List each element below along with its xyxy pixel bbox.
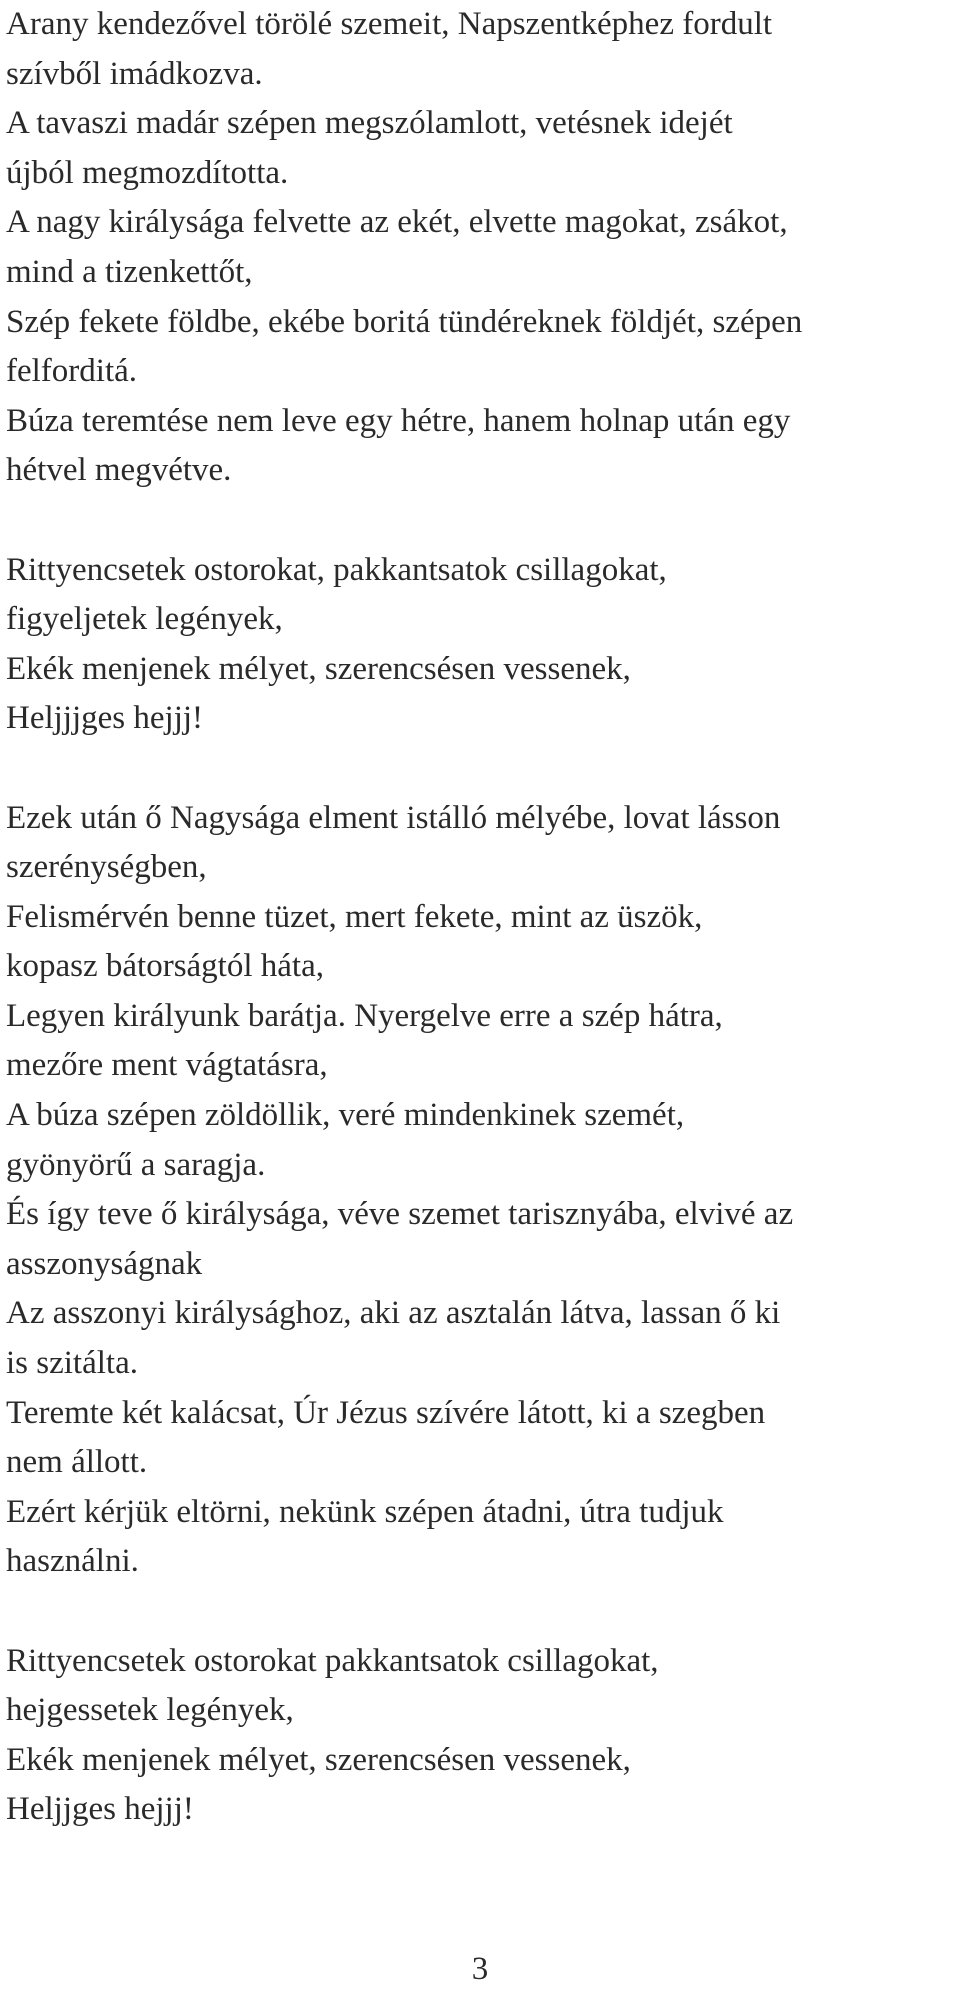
stanza-3 <box>6 794 960 1588</box>
text-line: Szép fekete földbe, ekébe boritá tündéreknek földjét, szépen <box>6 303 803 340</box>
text-line: újból megmozdította. <box>6 154 289 191</box>
text-line: Búza teremtése nem leve egy hétre, hanem holnap után egy <box>6 402 791 439</box>
text-line: Legyen királyunk barátja. Nyergelve erre a szép hátra, <box>6 997 723 1034</box>
text-line: A búza szépen zöldöllik, veré mindenkinek szemét, <box>6 1097 685 1134</box>
stanza-4 <box>6 1637 960 1835</box>
text-line: felforditá. <box>6 353 138 390</box>
text-line: Ekék menjenek mélyet, szerencsésen vessenek, <box>6 650 631 687</box>
stanza-gap <box>6 1587 960 1637</box>
text-line: Arany kendezővel törölé szemeit, Napszentképhez fordult <box>6 6 773 42</box>
text-line: A tavaszi madár szépen megszólamlott, vetésnek idejét <box>6 105 733 142</box>
text-line: Heljjjges hejjj! <box>6 700 204 737</box>
text-line: használni. <box>6 1543 139 1580</box>
page-number: 3 <box>471 1951 489 1987</box>
text-line: hejgessetek legények, <box>6 1692 294 1729</box>
text-line: Felismérvén benne tüzet, mert fekete, mint az üszök, <box>6 898 703 935</box>
text-line: Heljjges hejjj! <box>6 1791 194 1828</box>
text-line: És így teve ő királysága, véve szemet tarisznyába, elvivé az <box>6 1196 794 1233</box>
stanza-gap <box>6 744 960 794</box>
text-line: hétvel megvétve. <box>6 452 232 489</box>
stanza-gap <box>6 496 960 546</box>
stanza-1 <box>6 0 960 496</box>
text-line: szívből imádkozva. <box>6 55 263 92</box>
text-line: asszonyságnak <box>6 1245 203 1282</box>
stanza-2 <box>6 546 960 744</box>
text-line: Ezek után ő Nagysága elment istálló mélyébe, lovat lásson <box>6 799 781 836</box>
text-line: Ezért kérjük eltörni, nekünk szépen átadni, útra tudjuk <box>6 1493 724 1530</box>
text-line: A nagy királysága felvette az ekét, elvette magokat, zsákot, <box>6 204 788 241</box>
text-line: mezőre ment vágtatásra, <box>6 1047 328 1084</box>
text-line: is szitálta. <box>6 1345 138 1382</box>
text-line: Teremte két kalácsat, Úr Jézus szívére látott, ki a szegben <box>6 1394 766 1431</box>
text-line: Rittyencsetek ostorokat, pakkantsatok csillagokat, <box>6 551 667 588</box>
text-line: figyeljetek legények, <box>6 601 283 638</box>
text-line: Az asszonyi királysághoz, aki az asztalán látva, lassan ő ki <box>6 1295 781 1332</box>
text-line: Ekék menjenek mélyet, szerencsésen vessenek, <box>6 1741 631 1778</box>
text-line: Rittyencsetek ostorokat pakkantsatok csillagokat, <box>6 1642 659 1679</box>
text-line: mind a tizenkettőt, <box>6 253 253 290</box>
text-line: szerénységben, <box>6 849 207 886</box>
text-line: kopasz bátorságtól háta, <box>6 948 324 985</box>
text-line: gyönyörű a saragja. <box>6 1146 266 1183</box>
text-line: nem állott. <box>6 1444 148 1481</box>
